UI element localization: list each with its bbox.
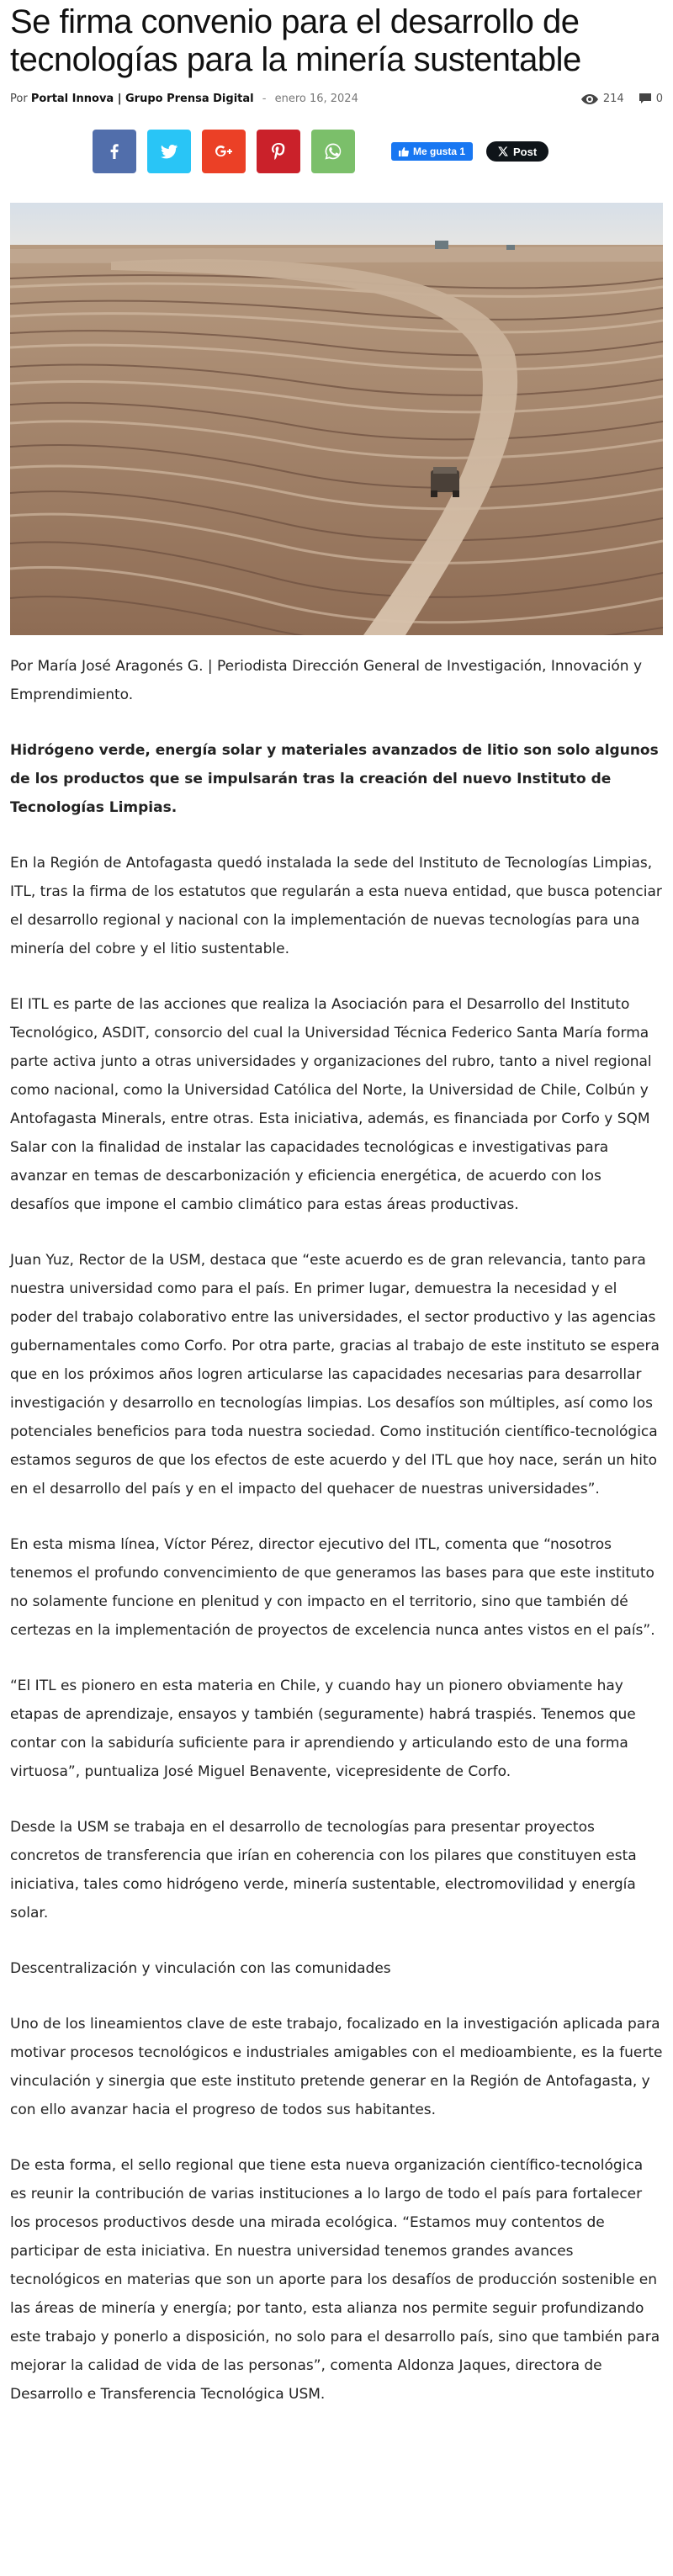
body-paragraph: “El ITL es pionero en esta materia en Chile, y cuando hay un pionero obviamente hay etapas de aprendizaje, ensayos y también (seguramente) habrá traspiés. Tenemos que contar con la sabiduría suficiente para ir aprendiendo y articulando esto de una forma virtuosa”, puntualiza José Miguel Benavente, vicepresidente de Corfo. (10, 1678, 636, 1780)
lead-paragraph: Hidrógeno verde, energía solar y materiales avanzados de litio son solo algunos de los productos que se impulsarán tras la creación del nuevo Instituto de Tecnologías Limpias. (10, 742, 659, 816)
views-value: 214 (602, 93, 624, 105)
body-paragraph: Desde la USM se trabaja en el desarrollo de tecnologías para presentar proyectos concretos de transferencia que irían en coherencia con los pilares que constituyen esta iniciativa, tales como hidrógeno verde, minería sustentable, electromovilidad y energía solar. (10, 1819, 637, 1921)
like-label: Me gusta 1 (413, 146, 466, 157)
share-pinterest-button[interactable] (257, 130, 300, 173)
pinterest-icon (268, 141, 289, 162)
share-twitter-button[interactable] (147, 130, 191, 173)
views-count (581, 93, 624, 105)
author-link[interactable]: Portal Innova | Grupo Prensa Digital (30, 93, 254, 105)
meta-right (581, 93, 663, 105)
meta-separator: - (262, 93, 267, 105)
body-paragraph: De esta forma, el sello regional que tiene esta nueva organización científico-tecnológica es reunir la contribución de varias instituciones a lo largo de todo el país para fortalecer los procesos productivos desde una mirada ecológica. “Estamos muy contentos de participar de esta iniciativa. En nuestra universidad tenemos grandes avances tecnológicos en materias que son un aporte para los desafíos de producción sostenible en las áreas de minería y energía; por tanto, esta alianza nos permite seguir profundizando este trabajo y ponerlo a disposición, no solo para el desarrollo país, sino que también para mejorar la calidad de vida de las personas”, comenta Aldonza Jaques, directora de Desarrollo e Transferencia Tecnológica USM. (10, 2157, 660, 2403)
x-post-button[interactable] (486, 141, 548, 162)
body-paragraph: Juan Yuz, Rector de la USM, destaca que “este acuerdo es de gran relevancia, tanto para nuestra universidad como para el país. En primer lugar, demuestra la necesidad y el poder del trabajo colaborativo entre las universidades, el sector productivo y las agencias gubernamentales como Corfo. Por otra parte, gracias al trabajo de este instituto se espera que en los próximos años logren articularse las capacidades necesarias para desarrollar investigación y desarrollo en tecnologías limpias. Los desafíos son múltiples, así como los potenciales beneficios para toda nuestra sociedad. Como institución científico-tecnológica estamos seguros de que los efectos de este acuerdo y del ITL que hoy nace, serán un hito en el desarrollo del país y en el impacto del quehacer de nuestras universidades”. (10, 1252, 660, 1497)
comments-count[interactable] (639, 93, 663, 105)
body-paragraph: Uno de los lineamientos clave de este trabajo, focalizado en la investigación aplicada para motivar procesos tecnológicos e industriales amigables con el medioambiente, es la fuerte vinculación y sinergia que este instituto pretende generar en la Región de Antofagasta, y con ello avanzar hacia el progreso de todos sus habitantes. (10, 2016, 663, 2118)
share-google-plus-button[interactable] (202, 130, 246, 173)
body-paragraph: En esta misma línea, Víctor Pérez, director ejecutivo del ITL, comenta que “nosotros tenemos el profundo convencimiento de que generamos las bases para que este instituto no solamente funcione en plenitud y con impacto en el territorio, sino que también dé certezas en la implementación de proyectos de excelencia nunca antes vistos en el país”. (10, 1536, 655, 1639)
byline-paragraph: Por María José Aragonés G. | Periodista Dirección General de Investigación, Innovación y Emprendimiento. (10, 658, 643, 703)
comment-icon (639, 93, 651, 104)
hero-image-open-pit-mine (10, 203, 663, 635)
comments-value: 0 (655, 93, 663, 105)
twitter-icon (159, 141, 179, 162)
article-meta (10, 93, 663, 105)
article-body (10, 652, 663, 2409)
facebook-icon (104, 141, 125, 162)
share-bar (10, 129, 663, 174)
whatsapp-icon (323, 141, 343, 162)
publish-date: enero 16, 2024 (274, 93, 358, 105)
x-logo-icon (498, 146, 508, 156)
article-title: Se firma convenio para el desarrollo de tecnologías para la minería sustentable (10, 3, 581, 78)
meta-left (10, 93, 358, 105)
body-paragraph: En la Región de Antofagasta quedó instalada la sede del Instituto de Tecnologías Limpias, ITL, tras la firma de los estatutos que regularán a esta nueva entidad, que busca potenciar el desarrollo regional y nacional con la implementación de nuevas tecnologías para una minería del cobre y el litio sustentable. (10, 855, 662, 957)
eye-icon (581, 94, 598, 104)
by-label: Por (10, 93, 28, 105)
share-facebook-button[interactable] (93, 130, 136, 173)
share-whatsapp-button[interactable] (311, 130, 355, 173)
google-plus-icon (214, 141, 234, 162)
thumbs-up-icon (399, 146, 409, 156)
post-label: Post (513, 145, 538, 158)
section-subheading: Descentralización y vinculación con las comunidades (10, 1960, 391, 1977)
facebook-like-button[interactable] (391, 142, 473, 161)
body-paragraph: El ITL es parte de las acciones que realiza la Asociación para el Desarrollo del Instituto Tecnológico, ASDIT, consorcio del cual la Universidad Técnica Federico Santa María forma parte activa junto a otras universidades y organizaciones del rubro, tanto a nivel regional como nacional, como la Universidad Católica del Norte, la Universidad de Chile, Colbún y Antofagasta Minerals, entre otras. Esta iniciativa, además, es financiada por Corfo y SQM Salar con la finalidad de instalar las capacidades tecnológicas e investigativas para avanzar en temas de descarbonización y eficiencia energética, de acuerdo con los desafíos que impone el cambio climático para estas áreas productivas. (10, 996, 652, 1213)
